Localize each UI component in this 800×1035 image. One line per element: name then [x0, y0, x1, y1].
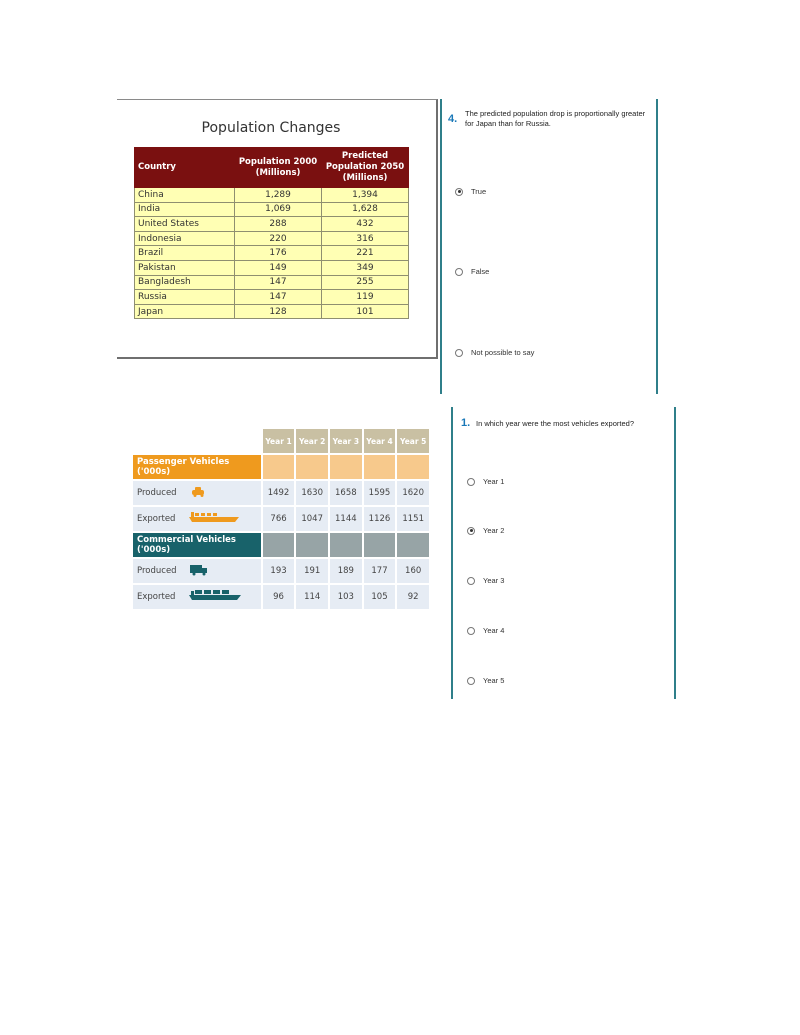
country-cell: United States	[135, 217, 235, 232]
population-row	[135, 260, 409, 275]
pop2000-cell: 176	[235, 246, 322, 261]
option-label: Year 4	[483, 626, 505, 635]
option-label: False	[471, 267, 490, 276]
q1-option-year-5[interactable]	[467, 676, 504, 685]
country-cell: Brazil	[135, 246, 235, 261]
option-label: Not possible to say	[471, 348, 535, 357]
row-label: Produced	[137, 566, 177, 576]
value-cell: 766	[263, 507, 295, 531]
radio-button[interactable]	[467, 677, 475, 685]
country-cell: Indonesia	[135, 231, 235, 246]
pop2000-cell: 1,289	[235, 188, 322, 203]
radio-button[interactable]	[467, 577, 475, 585]
option-label: Year 1	[483, 477, 505, 486]
row-label-cell	[133, 585, 261, 609]
population-panel	[117, 99, 438, 359]
passenger-produced-row	[133, 481, 429, 505]
row-label-cell	[133, 559, 261, 583]
value-cell: 1630	[296, 481, 328, 505]
value-cell: 1492	[263, 481, 295, 505]
q1-option-year-2[interactable]	[467, 526, 504, 535]
category-fill-cell	[330, 455, 362, 479]
header-pop2050: Predicted Population 2050 (Millions)	[322, 148, 409, 188]
header-pop2000: Population 2000 (Millions)	[235, 148, 322, 188]
year-header: Year 5	[397, 429, 429, 453]
value-cell: 189	[330, 559, 362, 583]
value-cell: 160	[397, 559, 429, 583]
population-row	[135, 217, 409, 232]
pop2050-cell: 432	[322, 217, 409, 232]
question-1-number: 1.	[461, 417, 471, 429]
q4-option-not-possible[interactable]	[455, 348, 534, 357]
car-ship-icon	[189, 512, 241, 527]
q1-option-year-1[interactable]	[467, 477, 504, 486]
divider-q1-right	[674, 407, 676, 699]
pop2000-cell: 288	[235, 217, 322, 232]
country-cell: China	[135, 188, 235, 203]
pop2050-cell: 221	[322, 246, 409, 261]
country-cell: India	[135, 202, 235, 217]
country-cell: Russia	[135, 290, 235, 305]
value-cell: 1144	[330, 507, 362, 531]
truck-icon	[189, 564, 209, 579]
passenger-exported-row	[133, 507, 429, 531]
row-label-cell	[133, 481, 261, 505]
q1-option-year-3[interactable]	[467, 576, 504, 585]
pop2050-cell: 1,628	[322, 202, 409, 217]
vehicles-year-header-row	[133, 429, 429, 453]
radio-button[interactable]	[455, 349, 463, 357]
category-fill-cell	[397, 455, 429, 479]
value-cell: 177	[364, 559, 396, 583]
population-row	[135, 290, 409, 305]
option-label: Year 5	[483, 676, 505, 685]
passenger-vehicles-title: Passenger Vehicles ('000s)	[133, 455, 261, 479]
value-cell: 96	[263, 585, 295, 609]
radio-button[interactable]	[455, 268, 463, 276]
row-label: Exported	[137, 592, 176, 602]
header-country: Country	[135, 148, 235, 188]
question-4-text: The predicted population drop is proportionally greater for Japan than for Russia.	[465, 109, 646, 128]
category-fill-cell	[364, 533, 396, 557]
country-cell: Bangladesh	[135, 275, 235, 290]
pop2000-cell: 147	[235, 275, 322, 290]
blank-corner-cell	[133, 429, 261, 453]
population-title: Population Changes	[201, 120, 341, 136]
row-label: Exported	[137, 514, 176, 524]
value-cell: 191	[296, 559, 328, 583]
pop2050-cell: 119	[322, 290, 409, 305]
commercial-vehicles-title: Commercial Vehicles ('000s)	[133, 533, 261, 557]
vehicles-table	[131, 427, 431, 611]
divider-q4-left	[440, 99, 442, 394]
question-1-text: In which year were the most vehicles exported?	[476, 419, 634, 428]
value-cell: 1126	[364, 507, 396, 531]
value-cell: 1620	[397, 481, 429, 505]
year-header: Year 4	[364, 429, 396, 453]
value-cell: 1595	[364, 481, 396, 505]
population-row	[135, 231, 409, 246]
divider-q4-right	[656, 99, 658, 394]
pop2000-cell: 149	[235, 260, 322, 275]
population-row	[135, 304, 409, 319]
value-cell: 92	[397, 585, 429, 609]
category-fill-cell	[263, 533, 295, 557]
pop2050-cell: 1,394	[322, 188, 409, 203]
passenger-vehicles-category-row	[133, 455, 429, 479]
pop2000-cell: 1,069	[235, 202, 322, 217]
value-cell: 1658	[330, 481, 362, 505]
value-cell: 103	[330, 585, 362, 609]
category-fill-cell	[397, 533, 429, 557]
population-table-body	[135, 188, 409, 319]
category-fill-cell	[364, 455, 396, 479]
radio-button[interactable]	[467, 627, 475, 635]
radio-button[interactable]	[467, 527, 475, 535]
commercial-vehicles-category-row	[133, 533, 429, 557]
q1-option-year-4[interactable]	[467, 626, 504, 635]
pop2000-cell: 128	[235, 304, 322, 319]
category-fill-cell	[330, 533, 362, 557]
year-header: Year 1	[263, 429, 295, 453]
row-label-cell	[133, 507, 261, 531]
country-cell: Pakistan	[135, 260, 235, 275]
value-cell: 114	[296, 585, 328, 609]
value-cell: 193	[263, 559, 295, 583]
population-row	[135, 202, 409, 217]
question-4-number: 4.	[448, 113, 458, 125]
q4-option-true[interactable]	[455, 187, 486, 196]
car-icon	[189, 486, 209, 501]
pop2050-cell: 316	[322, 231, 409, 246]
country-cell: Japan	[135, 304, 235, 319]
category-fill-cell	[263, 455, 295, 479]
year-header: Year 3	[330, 429, 362, 453]
option-label: Year 2	[483, 526, 505, 535]
option-label: Year 3	[483, 576, 505, 585]
value-cell: 1151	[397, 507, 429, 531]
pop2000-cell: 220	[235, 231, 322, 246]
pop2050-cell: 349	[322, 260, 409, 275]
year-header: Year 2	[296, 429, 328, 453]
pop2000-cell: 147	[235, 290, 322, 305]
pop2050-cell: 255	[322, 275, 409, 290]
population-header-row	[135, 148, 409, 188]
value-cell: 105	[364, 585, 396, 609]
population-row	[135, 188, 409, 203]
option-label: True	[471, 187, 487, 196]
vehicles-table-body	[133, 429, 429, 609]
population-row	[135, 246, 409, 261]
radio-button[interactable]	[467, 478, 475, 486]
value-cell: 1047	[296, 507, 328, 531]
radio-button[interactable]	[455, 188, 463, 196]
q4-option-false[interactable]	[455, 267, 489, 276]
commercial-exported-row	[133, 585, 429, 609]
population-row	[135, 275, 409, 290]
category-fill-cell	[296, 455, 328, 479]
commercial-produced-row	[133, 559, 429, 583]
divider-q1-left	[451, 407, 453, 699]
truck-ship-icon	[189, 590, 241, 605]
row-label: Produced	[137, 488, 177, 498]
pop2050-cell: 101	[322, 304, 409, 319]
population-table	[134, 147, 409, 319]
category-fill-cell	[296, 533, 328, 557]
